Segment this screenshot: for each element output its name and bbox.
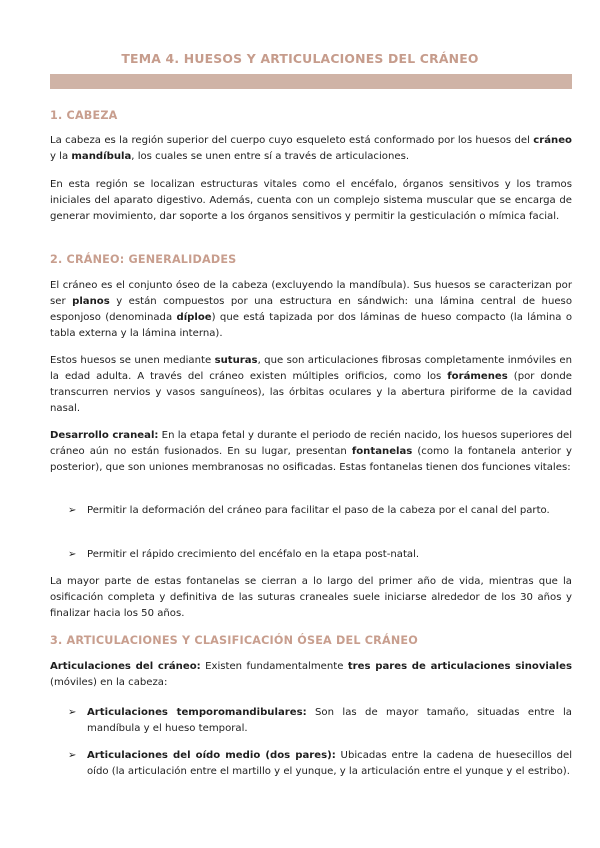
section-heading-craneo: 2. CRÁNEO: GENERALIDADES <box>50 253 237 266</box>
section-heading-articulaciones: 3. ARTICULACIONES Y CLASIFICACIÓN ÓSEA DEL CRÁNEO <box>50 634 418 647</box>
title-divider-bar <box>50 74 572 89</box>
arrow-bullet-icon: ➢ <box>68 707 77 718</box>
paragraph-fontanelas-cierre: La mayor parte de estas fontanelas se cierran a lo largo del primer año de vida, mientras que la osificación completa y definitiva de las suturas craneales suele iniciarse alrededor de los 30 años y finalizar hacia los 50 años. <box>50 576 572 619</box>
paragraph-craneo-huesos: El cráneo es el conjunto óseo de la cabeza (excluyendo la mandíbula). Sus huesos se caracterizan por ser planos y están compuestos por una estructura en sándwich: una lámina central de hueso esponjoso (denominada díploe) que está tapizada por dos láminas de hueso compacto (la lámina o tabla externa y la lámina interna). <box>50 280 572 339</box>
list-item <box>68 503 572 519</box>
list-item-text: Articulaciones del oído medio (dos pares): Ubicadas entre la cadena de huesecillos del oído (la articulación entre el martillo y el yunque, y la articulación entre el yunque y el estribo). <box>87 750 572 777</box>
arrow-bullet-icon: ➢ <box>68 505 77 516</box>
list-item-text: Permitir el rápido crecimiento del encéfalo en la etapa post-natal. <box>87 549 420 560</box>
list-item <box>68 748 572 780</box>
section-heading-cabeza: 1. CABEZA <box>50 109 118 122</box>
arrow-bullet-icon: ➢ <box>68 750 77 761</box>
arrow-bullet-icon: ➢ <box>68 549 77 560</box>
list-item-text: Permitir la deformación del cráneo para facilitar el paso de la cabeza por el canal del parto. <box>87 505 550 516</box>
paragraph-articulaciones-intro: Articulaciones del cráneo: Existen fundamentalmente tres pares de articulaciones sinoviales (móviles) en la cabeza: <box>50 661 572 688</box>
document-title: TEMA 4. HUESOS Y ARTICULACIONES DEL CRÁNEO <box>121 51 479 66</box>
list-item <box>68 547 572 563</box>
paragraph-cabeza-estructuras: En esta región se localizan estructuras vitales como el encéfalo, órganos sensitivos y los tramos iniciales del aparato digestivo. Además, cuenta con un complejo sistema muscular que se encarga de generar movimiento, dar soporte a los órganos sensitivos y permitir la gesticulación o mímica facial. <box>50 179 572 222</box>
list-item <box>68 705 572 737</box>
list-item-text: Articulaciones temporomandibulares: Son las de mayor tamaño, situadas entre la mandíbula y el hueso temporal. <box>87 707 572 734</box>
paragraph-cabeza-intro: La cabeza es la región superior del cuerpo cuyo esqueleto está conformado por los huesos del cráneo y la mandíbula, los cuales se unen entre sí a través de articulaciones. <box>50 135 572 162</box>
paragraph-desarrollo-craneal: Desarrollo craneal: En la etapa fetal y durante el periodo de recién nacido, los huesos superiores del cráneo aún no están fusionados. En su lugar, presentan fontanelas (como la fontanela anterior y posterior), que son uniones membranosas no osificadas. Estas fontanelas tienen dos funciones vitales: <box>50 430 573 473</box>
paragraph-craneo-suturas: Estos huesos se unen mediante suturas, que son articulaciones fibrosas completamente inmóviles en la edad adulta. A través del cráneo existen múltiples orificios, como los forámenes (por donde transcurren nervios y vasos sanguíneos), las órbitas oculares y la abertura piriforme de la cavidad nasal. <box>50 355 572 414</box>
